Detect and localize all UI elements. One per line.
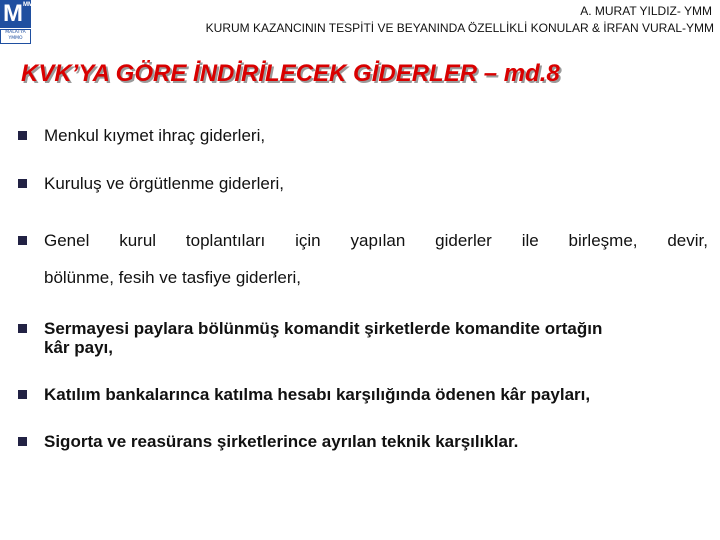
list-item-text: Menkul kıymet ihraç giderleri, [44,126,266,145]
bullet-square-icon [18,390,27,399]
bullet-square-icon [18,324,27,333]
bullet-square-icon [18,437,27,446]
slide-title: KVK’YA GÖRE İNDİRİLECEK GİDERLER – md.8 [21,60,560,87]
bullet-square-icon [18,236,27,245]
bullet-square-icon [18,179,27,188]
header-author: A. MURAT YILDIZ- YMM [580,4,712,18]
list-item-text: Sigorta ve reasürans şirketlerince ayrılan teknik karşılıklar. [44,432,519,451]
list-item-text: Kuruluş ve örgütlenme giderleri, [44,174,285,193]
list-item-text-line1: Sermayesi paylara bölünmüş komandit şirketlerde komandite ortağın [44,319,603,338]
list-item-text-line1: Genel kurul toplantıları için yapılan giderler ile birleşme, devir, [44,231,708,250]
header-topic: KURUM KAZANCININ TESPİTİ VE BEYANINDA ÖZELLİKLİ KONULAR & İRFAN VURAL-YMM [205,21,714,35]
logo-subtitle: MALATYA YMMO [0,29,31,44]
bullet-square-icon [18,131,27,140]
list-item-text-line2: kâr payı, [44,338,113,357]
logo-superscript: MM [23,2,33,8]
list-item-text-line2: bölünme, fesih ve tasfiye giderleri, [44,268,302,287]
logo-letter: M [3,0,23,27]
list-item-text: Katılım bankalarınca katılma hesabı karşılığında ödenen kâr payları, [44,385,591,404]
